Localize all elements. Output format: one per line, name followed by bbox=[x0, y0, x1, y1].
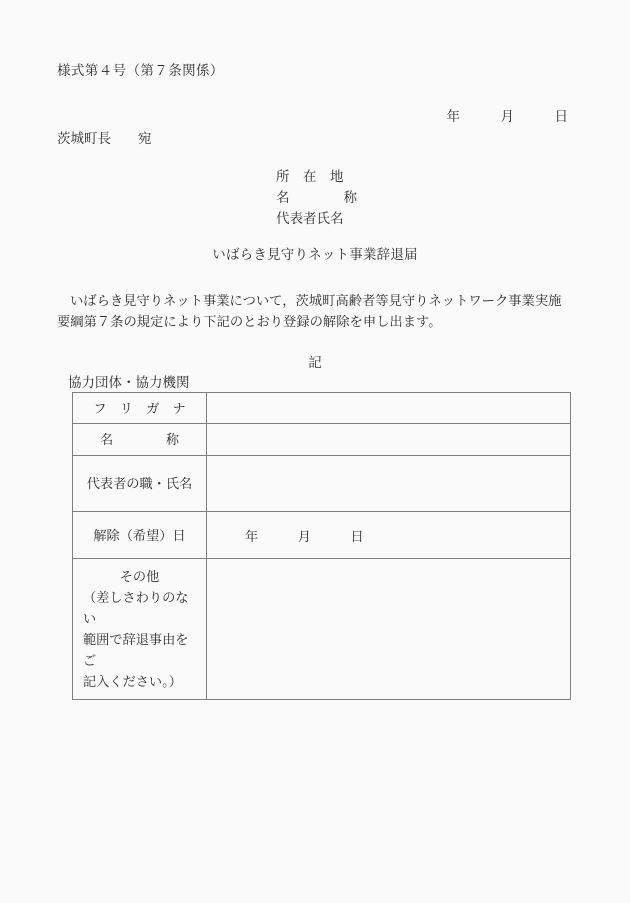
document-title: いばらき見守りネット事業辞退届 bbox=[212, 247, 418, 262]
row-value-other[interactable] bbox=[207, 559, 571, 700]
row-label-representative: 代表者の職・氏名 bbox=[73, 456, 207, 512]
row-value-cancel-date[interactable] bbox=[207, 512, 571, 559]
row-label-other bbox=[73, 559, 207, 700]
form-number: 様式第４号（第７条関係） bbox=[57, 63, 224, 78]
ki-marker: 記 bbox=[308, 355, 322, 370]
table-row bbox=[73, 512, 571, 559]
other-label-line-1: その他 bbox=[119, 569, 160, 584]
table-caption: 協力団体・協力機関 bbox=[68, 375, 190, 390]
sender-address-label: 所 在 地 bbox=[276, 169, 344, 184]
row-label-name: 名 称 bbox=[73, 424, 207, 456]
form-table bbox=[72, 392, 571, 700]
row-value-furigana[interactable] bbox=[207, 393, 571, 424]
row-value-name[interactable] bbox=[207, 424, 571, 456]
body-line-2: 要綱第７条の規定により下記のとおり登録の解除を申し出ます。 bbox=[57, 314, 442, 329]
body-line-1: いばらき見守りネット事業について，茨城町高齢者等見守りネットワーク事業実施 bbox=[70, 293, 562, 308]
table-row bbox=[73, 393, 571, 424]
sender-representative-label: 代表者氏名 bbox=[276, 211, 344, 226]
sender-name-label: 名 称 bbox=[276, 190, 357, 205]
document-date-line: 年 月 日 bbox=[446, 109, 568, 124]
row-label-furigana: フ リ ガ ナ bbox=[73, 393, 207, 424]
body-paragraph bbox=[57, 290, 573, 332]
row-value-representative[interactable] bbox=[207, 456, 571, 512]
other-label-line-2: （差しさわりのない bbox=[83, 590, 189, 626]
row-label-cancel-date: 解除（希望）日 bbox=[73, 512, 207, 559]
sender-block bbox=[276, 166, 357, 229]
cancel-date-placeholder: 年 月 日 bbox=[245, 528, 364, 544]
table-row bbox=[73, 559, 571, 700]
table-row bbox=[73, 456, 571, 512]
other-label-line-3: 範囲で辞退事由をご bbox=[83, 632, 189, 668]
table-row bbox=[73, 424, 571, 456]
other-label-line-4: 記入ください。） bbox=[83, 674, 182, 689]
addressee-line: 茨城町長 宛 bbox=[57, 131, 152, 146]
